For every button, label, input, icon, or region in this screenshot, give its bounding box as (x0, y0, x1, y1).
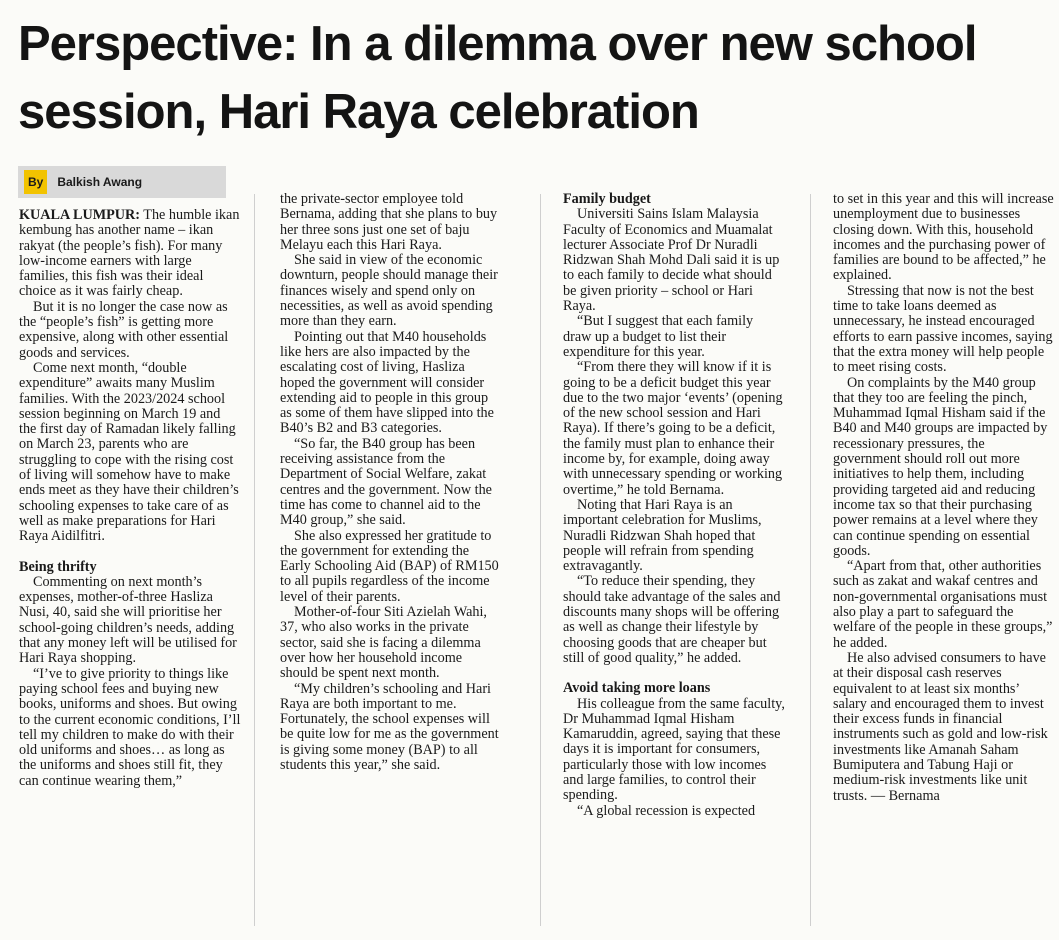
article-paragraph: But it is no longer the case now as the “people’s fish” is getting more expensive, along with other essential goods and services. (19, 298, 229, 361)
article-paragraph: He also advised consumers to have at their disposal cash reserves equivalent to at least six months’ salary and encouraged them to invest their excess funds in financial instruments such as gold and low-risk investments like Amanah Saham Bumiputera and Tabung Haji or medium-risk investments like unit trusts. — Bernama (833, 649, 1048, 804)
article-paragraph: “I’ve to give priority to things like paying school fees and buying new books, uniforms and shoes. But owing to the current economic conditions, I’ll tell my children to make do with their old uniforms and shoes… as long as the uniforms and shoes still fit, they can continue wearing them,” (19, 665, 241, 789)
article-paragraph: His colleague from the same faculty, Dr Muhammad Iqmal Hisham Kamaruddin, agreed, saying that these days it is important for consumers, particularly those with low incomes and large families, to control their spending. (563, 695, 785, 804)
article-paragraph: to set in this year and this will increase unemployment due to businesses closing down. With this, household incomes and the purchasing power of families are bound to be affected,” he explained. (833, 191, 1054, 284)
section-heading: Avoid taking more loans (563, 680, 711, 697)
article-paragraph: the private-sector employee told Bernama, adding that she plans to buy her three sons just one set of baju Melayu each this Hari Raya. (280, 191, 498, 253)
article-paragraph: She also expressed her gratitude to the government for extending the Early Schooling Aid (BAP) of RM150 to all pupils regardless of the income level of their parents. (280, 527, 499, 605)
section-heading: Family budget (563, 191, 651, 207)
byline-prefix: By (24, 170, 47, 194)
article-paragraph: “From there they will know if it is going to be a deficit budget this year due to the two major ‘events’ (opening of the new school session and Hari Raya). If there’s going to be a deficit, the family must plan to enhance their income by, for example, doing away with unnecessary spending or working overtime,” he told Bernama. (563, 359, 783, 498)
section-heading: Being thrifty (19, 558, 97, 575)
column-rule (254, 194, 255, 926)
article-paragraph: Commenting on next month’s expenses, mother-of-three Hasliza Nusi, 40, said she will prioritise her school-going children’s needs, adding that any money left will be utilised for Hari Raya shopping. (19, 573, 237, 667)
article-paragraph: Universiti Sains Islam Malaysia Faculty of Economics and Muamalat lecturer Associate Prof Dr Nuradli Ridzwan Shah Mohd Dali said it is up to each family to decide what should be given priority – school or Hari Raya. (563, 206, 780, 315)
author-name: Balkish Awang (57, 175, 143, 189)
article-paragraph: She said in view of the economic downturn, people should manage their finances wisely and spend only on necessities, as well as avoid spending more than they earn. (280, 252, 498, 330)
article-paragraph: “Apart from that, other authorities such as zakat and wakaf centres and non-governmental organisations must also play a part to safeguard the welfare of the people in these groups,” he added. (833, 558, 1053, 651)
article-paragraph: “So far, the B40 group has been receiving assistance from the Department of Social Welfare, zakat centres and the government. Now the time has come to channel aid to the M40 group,” she said. (280, 435, 492, 529)
article-paragraph (19, 208, 241, 300)
article-paragraph: “But I suggest that each family draw up a budget to list their expenditure for this year. (563, 313, 754, 360)
column-rule (540, 194, 541, 926)
article-paragraph: Mother-of-four Siti Azielah Wahi, 37, who also works in the private sector, said she is facing a dilemma over how her household income should be spent next month. (280, 604, 487, 682)
byline (18, 166, 226, 198)
article-paragraph: On complaints by the M40 group that they too are feeling the pinch, Muhammad Iqmal Hisham said if the B40 and M40 groups are impacted by recessionary pressures, the government should roll out more initiatives to help them, including providing targeted aid and reducing income tax so that their purchasing power remains at a level where they can continue spending on essential goods. (833, 374, 1048, 559)
lead-text: The humble ikan kembung has another name – ikan rakyat (the people’s fish). For many low-income earners with large families, this fish was their ideal choice as it was fairly cheap. (19, 207, 240, 300)
article-paragraph: Come next month, “double expenditure” awaits many Muslim families. With the 2023/2024 school session beginning on March 19 and the first day of Ramadan likely falling on March 23, parents who are struggling to cope with the rising cost of living will somehow have to make ends meet as they have their children’s schooling expenses to take care of as well as make preparations for Hari Raya Aidilfitri. (19, 359, 239, 545)
article-column-2 (280, 192, 502, 773)
column-rule (810, 194, 811, 926)
article-paragraph: “To reduce their spending, they should take advantage of the sales and discounts many shops will be offering as well as change their lifestyle by choosing goods that are cheaper but still of good quality,” he added. (563, 573, 781, 666)
article-paragraph: Stressing that now is not the best time to take loans deemed as unnecessary, he instead encouraged efforts to earn passive incomes, saying that the extra money will help people to meet rising costs. (833, 282, 1053, 376)
dateline: KUALA LUMPUR: (19, 207, 140, 223)
article-paragraph: Noting that Hari Raya is an important celebration for Muslims, Nuradli Ridzwan Shah hoped that people will refrain from spending extravagantly. (563, 496, 762, 575)
article-paragraph: “My children’s schooling and Hari Raya are both important to me. Fortunately, the school expenses will be quite low for me as the government is giving some money (BAP) to all students this year,” she said. (280, 680, 499, 773)
article-column-4 (833, 192, 1055, 804)
article-paragraph: Pointing out that M40 households like hers are also impacted by the escalating cost of living, Hasliza hoped the government will consider extending aid to people in this group as some of them have slipped into the B40’s B2 and B3 categories. (280, 328, 494, 437)
article-paragraph: “A global recession is expected (577, 802, 756, 819)
headline: Perspective: In a dilemma over new school session, Hari Raya celebration (18, 17, 977, 139)
article-column-3 (563, 192, 785, 819)
article-column-1 (19, 208, 241, 789)
